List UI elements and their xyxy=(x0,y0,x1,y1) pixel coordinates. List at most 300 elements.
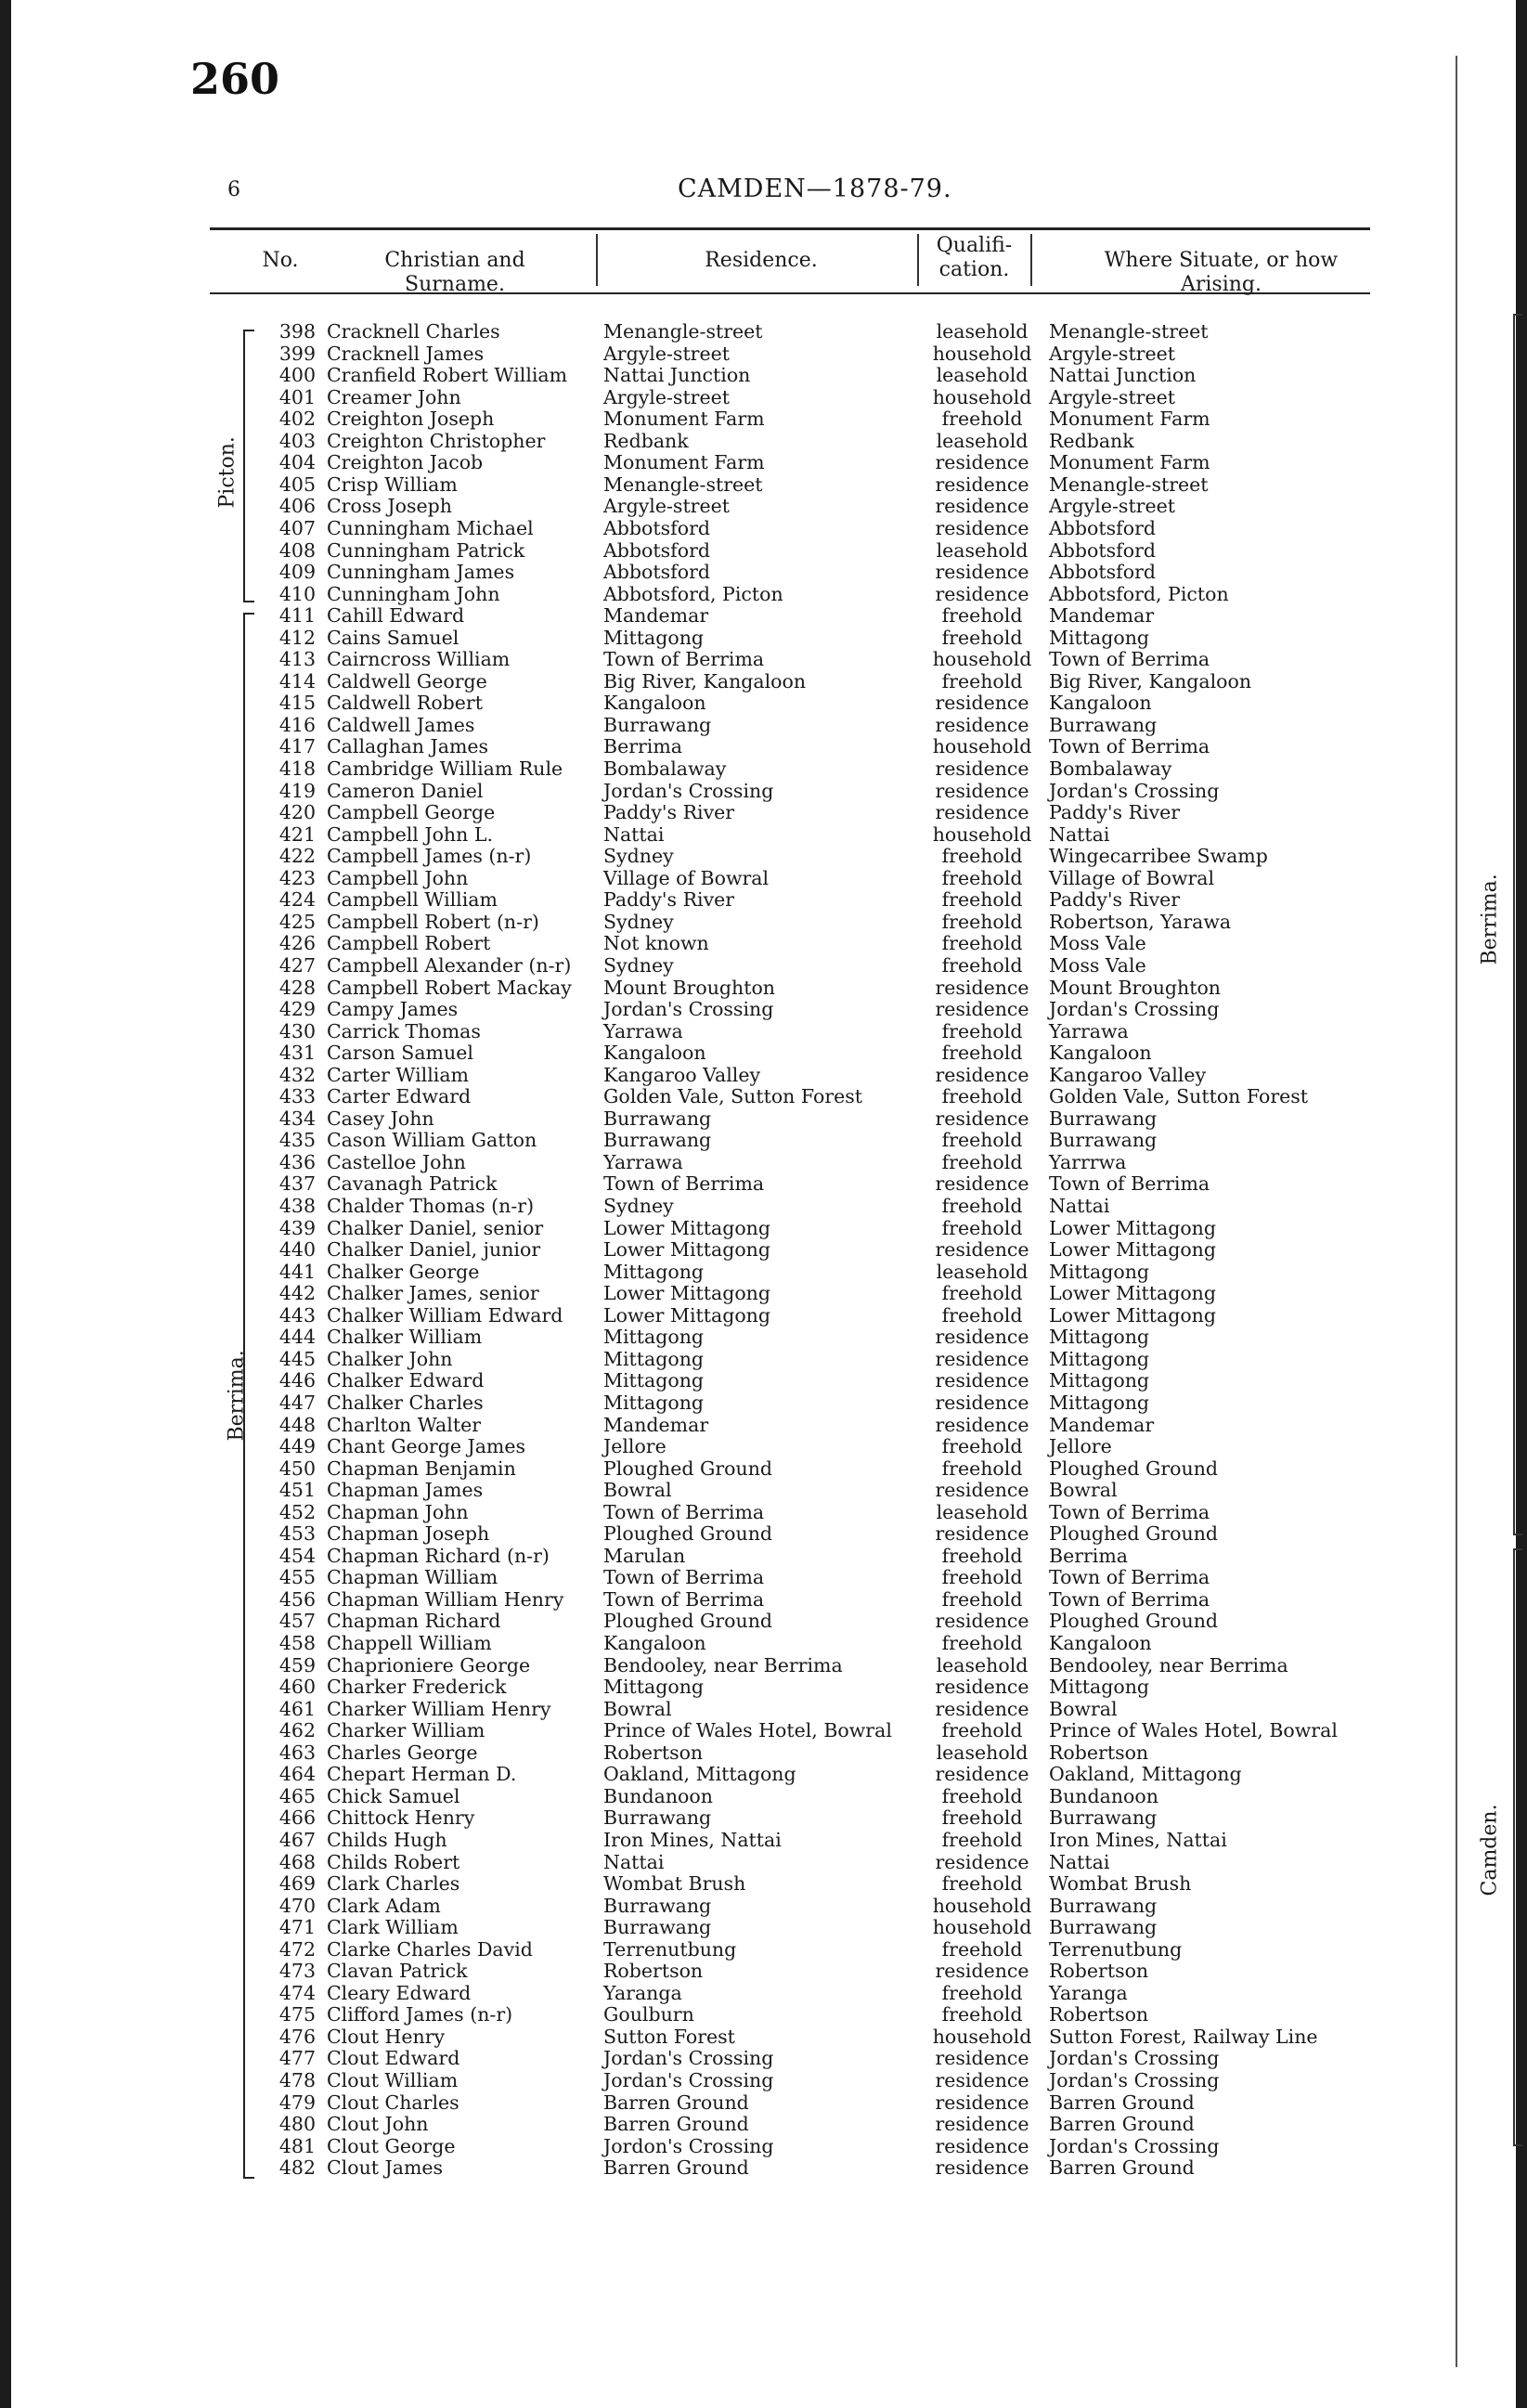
entry-where-situate: Burrawang xyxy=(1049,1894,1158,1917)
entry-name: Chalker John xyxy=(327,1347,453,1370)
entry-number: 424 xyxy=(278,888,316,912)
entry-residence: Town of Berrima xyxy=(603,1587,765,1611)
entry-qualification: residence xyxy=(935,1107,1029,1130)
entry-where-situate: Menangle-street xyxy=(1049,320,1209,343)
entry-where-situate: Mittagong xyxy=(1049,1260,1150,1283)
entry-residence: Robertson xyxy=(603,1960,704,1983)
entry-qualification: leasehold xyxy=(936,538,1029,562)
entry-where-situate: Robertson xyxy=(1049,1960,1149,1983)
entry-name: Chalder Thomas (n-r) xyxy=(327,1195,535,1217)
entry-name: Chappell William xyxy=(327,1632,492,1654)
header-divider-1 xyxy=(596,234,598,286)
entry-where-situate: Mittagong xyxy=(1049,626,1150,649)
entry-residence: Monument Farm xyxy=(603,451,765,474)
entry-where-situate: Prince of Wales Hotel, Bowral xyxy=(1049,1719,1338,1742)
entry-name: Chapman John xyxy=(327,1500,469,1523)
entry-number: 429 xyxy=(278,998,316,1021)
table-row xyxy=(0,868,1383,890)
entry-qualification: freehold xyxy=(941,1784,1023,1807)
table-row xyxy=(0,1961,1383,1983)
entry-qualification: residence xyxy=(935,451,1029,474)
entry-qualification: residence xyxy=(935,1413,1029,1436)
entry-residence: Ploughed Ground xyxy=(603,1610,773,1633)
entry-where-situate: Bundanoon xyxy=(1049,1784,1158,1807)
entry-residence: Burrawang xyxy=(603,713,712,736)
entry-qualification: residence xyxy=(935,757,1029,780)
table-row xyxy=(0,540,1383,563)
entry-residence: Bombalaway xyxy=(603,757,727,780)
entry-where-situate: Mittagong xyxy=(1049,1676,1150,1699)
entry-where-situate: Mount Broughton xyxy=(1049,976,1222,999)
table-row xyxy=(0,736,1383,758)
table-row xyxy=(0,999,1383,1021)
table-row xyxy=(0,2048,1383,2070)
entry-number: 428 xyxy=(278,976,316,999)
entry-number: 430 xyxy=(278,1019,316,1042)
entry-number: 432 xyxy=(278,1063,316,1086)
entry-residence: Mittagong xyxy=(603,1326,705,1349)
entry-where-situate: Monument Farm xyxy=(1049,451,1210,474)
entry-residence: Sydney xyxy=(603,1195,674,1217)
entry-number: 441 xyxy=(278,1260,316,1283)
entry-number: 482 xyxy=(278,2156,316,2180)
entry-number: 473 xyxy=(278,1960,316,1983)
entry-qualification: leasehold xyxy=(936,320,1029,343)
entry-name: Cunningham James xyxy=(327,561,515,584)
entry-name: Cleary Edward xyxy=(327,1981,472,2004)
entry-qualification: freehold xyxy=(941,626,1023,649)
table-row xyxy=(0,431,1383,453)
table-row xyxy=(0,1239,1383,1262)
table-row xyxy=(0,1108,1383,1131)
entry-number: 470 xyxy=(278,1894,316,1917)
entry-residence: Burrawang xyxy=(603,1894,712,1917)
table-row xyxy=(0,1873,1383,1896)
entry-name: Campbell Alexander (n-r) xyxy=(327,953,572,977)
entry-qualification: freehold xyxy=(941,1456,1023,1480)
entry-number: 480 xyxy=(278,2113,316,2136)
entry-qualification: freehold xyxy=(941,1129,1023,1152)
entry-qualification: freehold xyxy=(941,1872,1023,1896)
entry-qualification: freehold xyxy=(941,2003,1023,2026)
table-row xyxy=(0,628,1383,650)
entry-where-situate: Golden Vale, Sutton Forest xyxy=(1049,1085,1309,1108)
entry-qualification: freehold xyxy=(941,1216,1023,1239)
header-residence: Residence. xyxy=(705,249,818,272)
table-row xyxy=(0,1042,1383,1065)
entry-residence: Nattai xyxy=(603,822,665,846)
entry-residence: Nattai Junction xyxy=(603,364,751,387)
entry-where-situate: Lower Mittagong xyxy=(1049,1303,1216,1327)
entry-residence: Redbank xyxy=(603,429,689,452)
entry-number: 400 xyxy=(278,364,316,387)
entry-number: 437 xyxy=(278,1172,316,1196)
entry-qualification: freehold xyxy=(941,604,1023,628)
table-row xyxy=(0,649,1383,671)
entry-residence: Town of Berrima xyxy=(603,1172,765,1196)
entry-number: 454 xyxy=(278,1544,316,1567)
entry-residence: Mandemar xyxy=(603,1413,709,1436)
entry-residence: Abbotsford xyxy=(603,561,711,584)
entry-where-situate: Kangaroo Valley xyxy=(1049,1063,1207,1086)
entry-where-situate: Burrawang xyxy=(1049,1107,1158,1130)
running-title: CAMDEN—1878-79. xyxy=(678,175,952,203)
header-divider-2 xyxy=(917,234,919,286)
entry-number: 464 xyxy=(278,1763,316,1786)
entry-name: Clout George xyxy=(327,2134,456,2157)
entry-qualification: freehold xyxy=(941,888,1023,912)
entry-qualification: residence xyxy=(935,473,1029,496)
entry-qualification: freehold xyxy=(941,1719,1023,1742)
entry-where-situate: Bowral xyxy=(1049,1479,1118,1502)
entry-name: Clout William xyxy=(327,2069,459,2091)
entry-name: Charker William xyxy=(327,1719,485,1742)
entry-number: 444 xyxy=(278,1326,316,1349)
entry-name: Chalker William Edward xyxy=(327,1303,563,1327)
entry-qualification: household xyxy=(932,385,1032,408)
entry-where-situate: Jordan's Crossing xyxy=(1049,2134,1220,2157)
entry-number: 451 xyxy=(278,1479,316,1502)
entry-number: 469 xyxy=(278,1872,316,1896)
entry-name: Chick Samuel xyxy=(327,1784,460,1807)
entry-number: 419 xyxy=(278,779,316,802)
entry-residence: Yaranga xyxy=(603,1981,682,2004)
entry-residence: Golden Vale, Sutton Forest xyxy=(603,1085,863,1108)
entry-residence: Kangaloon xyxy=(603,1632,706,1654)
entry-residence: Bowral xyxy=(603,1697,672,1720)
entry-name: Childs Hugh xyxy=(327,1828,447,1851)
table-row xyxy=(0,2092,1383,2115)
header-name: Christian and Surname. xyxy=(384,249,525,296)
entry-where-situate: Jordan's Crossing xyxy=(1049,2047,1220,2070)
table-row xyxy=(0,1983,1383,2005)
entry-qualification: residence xyxy=(935,713,1029,736)
entry-qualification: residence xyxy=(935,1391,1029,1414)
entry-residence: Jordan's Crossing xyxy=(603,2069,774,2091)
entry-residence: Mittagong xyxy=(603,626,705,649)
entry-number: 438 xyxy=(278,1195,316,1217)
entry-residence: Not known xyxy=(603,932,709,955)
entry-where-situate: Town of Berrima xyxy=(1049,1566,1210,1589)
entry-name: Chapman William xyxy=(327,1566,498,1589)
entry-qualification: residence xyxy=(935,1960,1029,1983)
entry-where-situate: Berrima xyxy=(1049,1544,1129,1567)
entry-number: 410 xyxy=(278,582,316,605)
table-row xyxy=(0,1152,1383,1174)
entry-residence: Mount Broughton xyxy=(603,976,776,999)
entry-where-situate: Barren Ground xyxy=(1049,2156,1195,2180)
entry-residence: Marulan xyxy=(603,1544,686,1567)
entry-number: 401 xyxy=(278,385,316,408)
entry-number: 481 xyxy=(278,2134,316,2157)
table-row xyxy=(0,1742,1383,1765)
entry-number: 477 xyxy=(278,2047,316,2070)
table-row xyxy=(0,1502,1383,1524)
entry-residence: Barren Ground xyxy=(603,2113,749,2136)
entry-residence: Menangle-street xyxy=(603,320,763,343)
table-row xyxy=(0,1523,1383,1546)
entry-name: Chapman Joseph xyxy=(327,1522,490,1546)
entry-residence: Kangaloon xyxy=(603,1042,706,1065)
entry-where-situate: Kangaloon xyxy=(1049,692,1152,715)
table-row xyxy=(0,933,1383,955)
entry-name: Chittock Henry xyxy=(327,1806,475,1830)
entry-residence: Village of Bowral xyxy=(603,866,770,889)
entry-qualification: leasehold xyxy=(936,1260,1029,1283)
entry-name: Chalker Daniel, senior xyxy=(327,1216,544,1239)
entry-name: Clout Edward xyxy=(327,2047,460,2070)
entry-qualification: freehold xyxy=(941,1937,1023,1961)
entry-name: Carter Edward xyxy=(327,1085,472,1108)
entry-number: 426 xyxy=(278,932,316,955)
entry-qualification: residence xyxy=(935,1063,1029,1086)
adjacent-brace-berrima xyxy=(1513,314,1522,1535)
entry-qualification: residence xyxy=(935,998,1029,1021)
entry-qualification: freehold xyxy=(941,1042,1023,1065)
table-row xyxy=(0,452,1383,474)
table-row xyxy=(0,2004,1383,2026)
entry-residence: Big River, Kangaloon xyxy=(603,669,807,693)
table-row xyxy=(0,758,1383,781)
entry-qualification: freehold xyxy=(941,953,1023,977)
entry-residence: Sydney xyxy=(603,910,674,933)
table-row xyxy=(0,365,1383,387)
entry-where-situate: Nattai xyxy=(1049,1850,1110,1873)
entry-number: 416 xyxy=(278,713,316,736)
entry-qualification: freehold xyxy=(941,910,1023,933)
entry-name: Chapman Benjamin xyxy=(327,1456,516,1480)
entry-name: Chepart Herman D. xyxy=(327,1763,517,1786)
entry-qualification: freehold xyxy=(941,669,1023,693)
table-row xyxy=(0,1655,1383,1677)
entry-number: 420 xyxy=(278,801,316,824)
entry-name: Casey John xyxy=(327,1107,434,1130)
entry-number: 460 xyxy=(278,1676,316,1699)
entry-residence: Bendooley, near Berrima xyxy=(603,1653,843,1677)
entry-name: Charles George xyxy=(327,1741,478,1764)
table-row xyxy=(0,1677,1383,1699)
table-row xyxy=(0,2026,1383,2049)
entry-name: Clavan Patrick xyxy=(327,1960,468,1983)
table-row xyxy=(0,1611,1383,1633)
entry-where-situate: Mittagong xyxy=(1049,1391,1150,1414)
table-row xyxy=(0,1633,1383,1655)
entry-number: 474 xyxy=(278,1981,316,2004)
entry-number: 398 xyxy=(278,320,316,343)
entry-where-situate: Barren Ground xyxy=(1049,2113,1195,2136)
entry-number: 414 xyxy=(278,669,316,693)
entry-residence: Jellore xyxy=(603,1435,666,1458)
entry-where-situate: Town of Berrima xyxy=(1049,1500,1210,1523)
entry-number: 415 xyxy=(278,692,316,715)
table-row xyxy=(0,1830,1383,1852)
adjacent-label-camden: Camden. xyxy=(1478,1804,1502,1897)
entry-qualification: residence xyxy=(935,2156,1029,2180)
table-row xyxy=(0,781,1383,803)
entry-name: Campbell Robert xyxy=(327,932,491,955)
entry-name: Campbell John L. xyxy=(327,822,493,846)
table-row xyxy=(0,343,1383,366)
header-divider-3 xyxy=(1030,234,1032,286)
entry-residence: Mittagong xyxy=(603,1676,705,1699)
table-row xyxy=(0,1567,1383,1589)
entry-residence: Robertson xyxy=(603,1741,704,1764)
entry-qualification: freehold xyxy=(941,866,1023,889)
entry-residence: Burrawang xyxy=(603,1806,712,1830)
entry-name: Clout James xyxy=(327,2156,444,2180)
entry-name: Chant George James xyxy=(327,1435,526,1458)
entry-residence: Jordan's Crossing xyxy=(603,779,774,802)
adjacent-brace-camden xyxy=(1513,1548,1522,2146)
entry-number: 407 xyxy=(278,516,316,539)
table-row xyxy=(0,2114,1383,2136)
table-row xyxy=(0,1699,1383,1721)
entry-qualification: freehold xyxy=(941,1981,1023,2004)
entry-number: 478 xyxy=(278,2069,316,2091)
entry-number: 456 xyxy=(278,1587,316,1611)
entry-number: 435 xyxy=(278,1129,316,1152)
entry-residence: Mittagong xyxy=(603,1347,705,1370)
table-row xyxy=(0,474,1383,497)
entry-residence: Mittagong xyxy=(603,1391,705,1414)
entry-where-situate: Lower Mittagong xyxy=(1049,1282,1216,1305)
entry-residence: Sutton Forest xyxy=(603,2025,735,2048)
entry-name: Cahill Edward xyxy=(327,604,465,628)
entry-number: 421 xyxy=(278,822,316,846)
entry-residence: Kangaroo Valley xyxy=(603,1063,761,1086)
adjacent-label-berrima: Berrima. xyxy=(1478,874,1502,965)
table-row xyxy=(0,1392,1383,1415)
entry-number: 449 xyxy=(278,1435,316,1458)
entry-qualification: residence xyxy=(935,582,1029,605)
entry-qualification: residence xyxy=(935,1369,1029,1392)
entry-where-situate: Jordan's Crossing xyxy=(1049,2069,1220,2091)
entry-where-situate: Ploughed Ground xyxy=(1049,1610,1219,1633)
table-row xyxy=(0,802,1383,824)
entry-number: 457 xyxy=(278,1610,316,1633)
entry-qualification: household xyxy=(932,735,1032,758)
entry-residence: Yarrawa xyxy=(603,1019,683,1042)
entry-name: Cunningham John xyxy=(327,582,500,605)
table-row xyxy=(0,1349,1383,1371)
entry-name: Campbell George xyxy=(327,801,496,824)
entry-name: Clout Charles xyxy=(327,2091,459,2114)
entry-name: Cairncross William xyxy=(327,648,511,671)
entry-name: Caldwell George xyxy=(327,669,487,693)
entry-number: 452 xyxy=(278,1500,316,1523)
entry-number: 439 xyxy=(278,1216,316,1239)
table-row xyxy=(0,824,1383,847)
table-row xyxy=(0,977,1383,1000)
entry-name: Chalker Charles xyxy=(327,1391,484,1414)
table-row xyxy=(0,496,1383,518)
entry-residence: Sydney xyxy=(603,845,674,868)
entry-name: Chaprioniere George xyxy=(327,1653,531,1677)
entry-residence: Menangle-street xyxy=(603,473,763,496)
entry-number: 475 xyxy=(278,2003,316,2026)
entry-number: 413 xyxy=(278,648,316,671)
entry-qualification: residence xyxy=(935,2091,1029,2114)
entry-residence: Ploughed Ground xyxy=(603,1522,773,1546)
entry-where-situate: Paddy's River xyxy=(1049,888,1181,912)
table-row xyxy=(0,584,1383,606)
table-row xyxy=(0,1786,1383,1808)
entry-qualification: residence xyxy=(935,495,1029,518)
entry-where-situate: Abbotsford xyxy=(1049,561,1157,584)
table-row xyxy=(0,1283,1383,1305)
table-row xyxy=(0,1896,1383,1918)
entry-name: Carson Samuel xyxy=(327,1042,473,1065)
entry-where-situate: Argyle-street xyxy=(1049,495,1175,518)
entry-qualification: leasehold xyxy=(936,1500,1029,1523)
entry-number: 402 xyxy=(278,408,316,431)
entry-name: Cranfield Robert William xyxy=(327,364,568,387)
entry-number: 448 xyxy=(278,1413,316,1436)
entry-residence: Wombat Brush xyxy=(603,1872,746,1896)
table-row xyxy=(0,1720,1383,1742)
entry-name: Cracknell James xyxy=(327,342,485,365)
entry-where-situate: Argyle-street xyxy=(1049,342,1175,365)
entry-where-situate: Abbotsford xyxy=(1049,538,1157,562)
entry-residence: Goulburn xyxy=(603,2003,694,2026)
entry-number: 462 xyxy=(278,1719,316,1742)
entry-name: Campbell James (n-r) xyxy=(327,845,532,868)
entry-qualification: residence xyxy=(935,2069,1029,2091)
entry-qualification: residence xyxy=(935,1522,1029,1546)
entry-number: 431 xyxy=(278,1042,316,1065)
entry-qualification: freehold xyxy=(941,1828,1023,1851)
entry-where-situate: Robertson xyxy=(1049,2003,1149,2026)
table-row xyxy=(0,1218,1383,1240)
entry-name: Childs Robert xyxy=(327,1850,460,1873)
entry-residence: Burrawang xyxy=(603,1129,712,1152)
table-row xyxy=(0,1021,1383,1043)
entry-where-situate: Burrawang xyxy=(1049,1806,1158,1830)
entry-number: 427 xyxy=(278,953,316,977)
entry-where-situate: Ploughed Ground xyxy=(1049,1456,1219,1480)
entry-number: 409 xyxy=(278,561,316,584)
entry-qualification: household xyxy=(932,2025,1032,2048)
entry-number: 453 xyxy=(278,1522,316,1546)
entry-residence: Bowral xyxy=(603,1479,672,1502)
table-row xyxy=(0,1852,1383,1874)
entry-where-situate: Ploughed Ground xyxy=(1049,1522,1219,1546)
entry-qualification: residence xyxy=(935,2113,1029,2136)
entry-number: 479 xyxy=(278,2091,316,2114)
entry-qualification: freehold xyxy=(941,1303,1023,1327)
sheet-number: 6 xyxy=(227,178,240,201)
table-row xyxy=(0,1086,1383,1108)
entry-residence: Barren Ground xyxy=(603,2156,749,2180)
entry-number: 466 xyxy=(278,1806,316,1830)
entry-residence: Yarrawa xyxy=(603,1150,683,1173)
entry-where-situate: Town of Berrima xyxy=(1049,735,1210,758)
table-row xyxy=(0,1480,1383,1502)
entry-where-situate: Iron Mines, Nattai xyxy=(1049,1828,1227,1851)
entry-residence: Mittagong xyxy=(603,1369,705,1392)
entry-qualification: residence xyxy=(935,1479,1029,1502)
entry-where-situate: Town of Berrima xyxy=(1049,648,1210,671)
entry-residence: Argyle-street xyxy=(603,385,730,408)
entry-residence: Town of Berrima xyxy=(603,1566,765,1589)
entry-where-situate: Mandemar xyxy=(1049,1413,1155,1436)
entry-residence: Kangaloon xyxy=(603,692,706,715)
entry-where-situate: Jellore xyxy=(1049,1435,1112,1458)
entry-name: Cunningham Michael xyxy=(327,516,534,539)
entry-number: 442 xyxy=(278,1282,316,1305)
entry-name: Castelloe John xyxy=(327,1150,466,1173)
entry-number: 450 xyxy=(278,1456,316,1480)
